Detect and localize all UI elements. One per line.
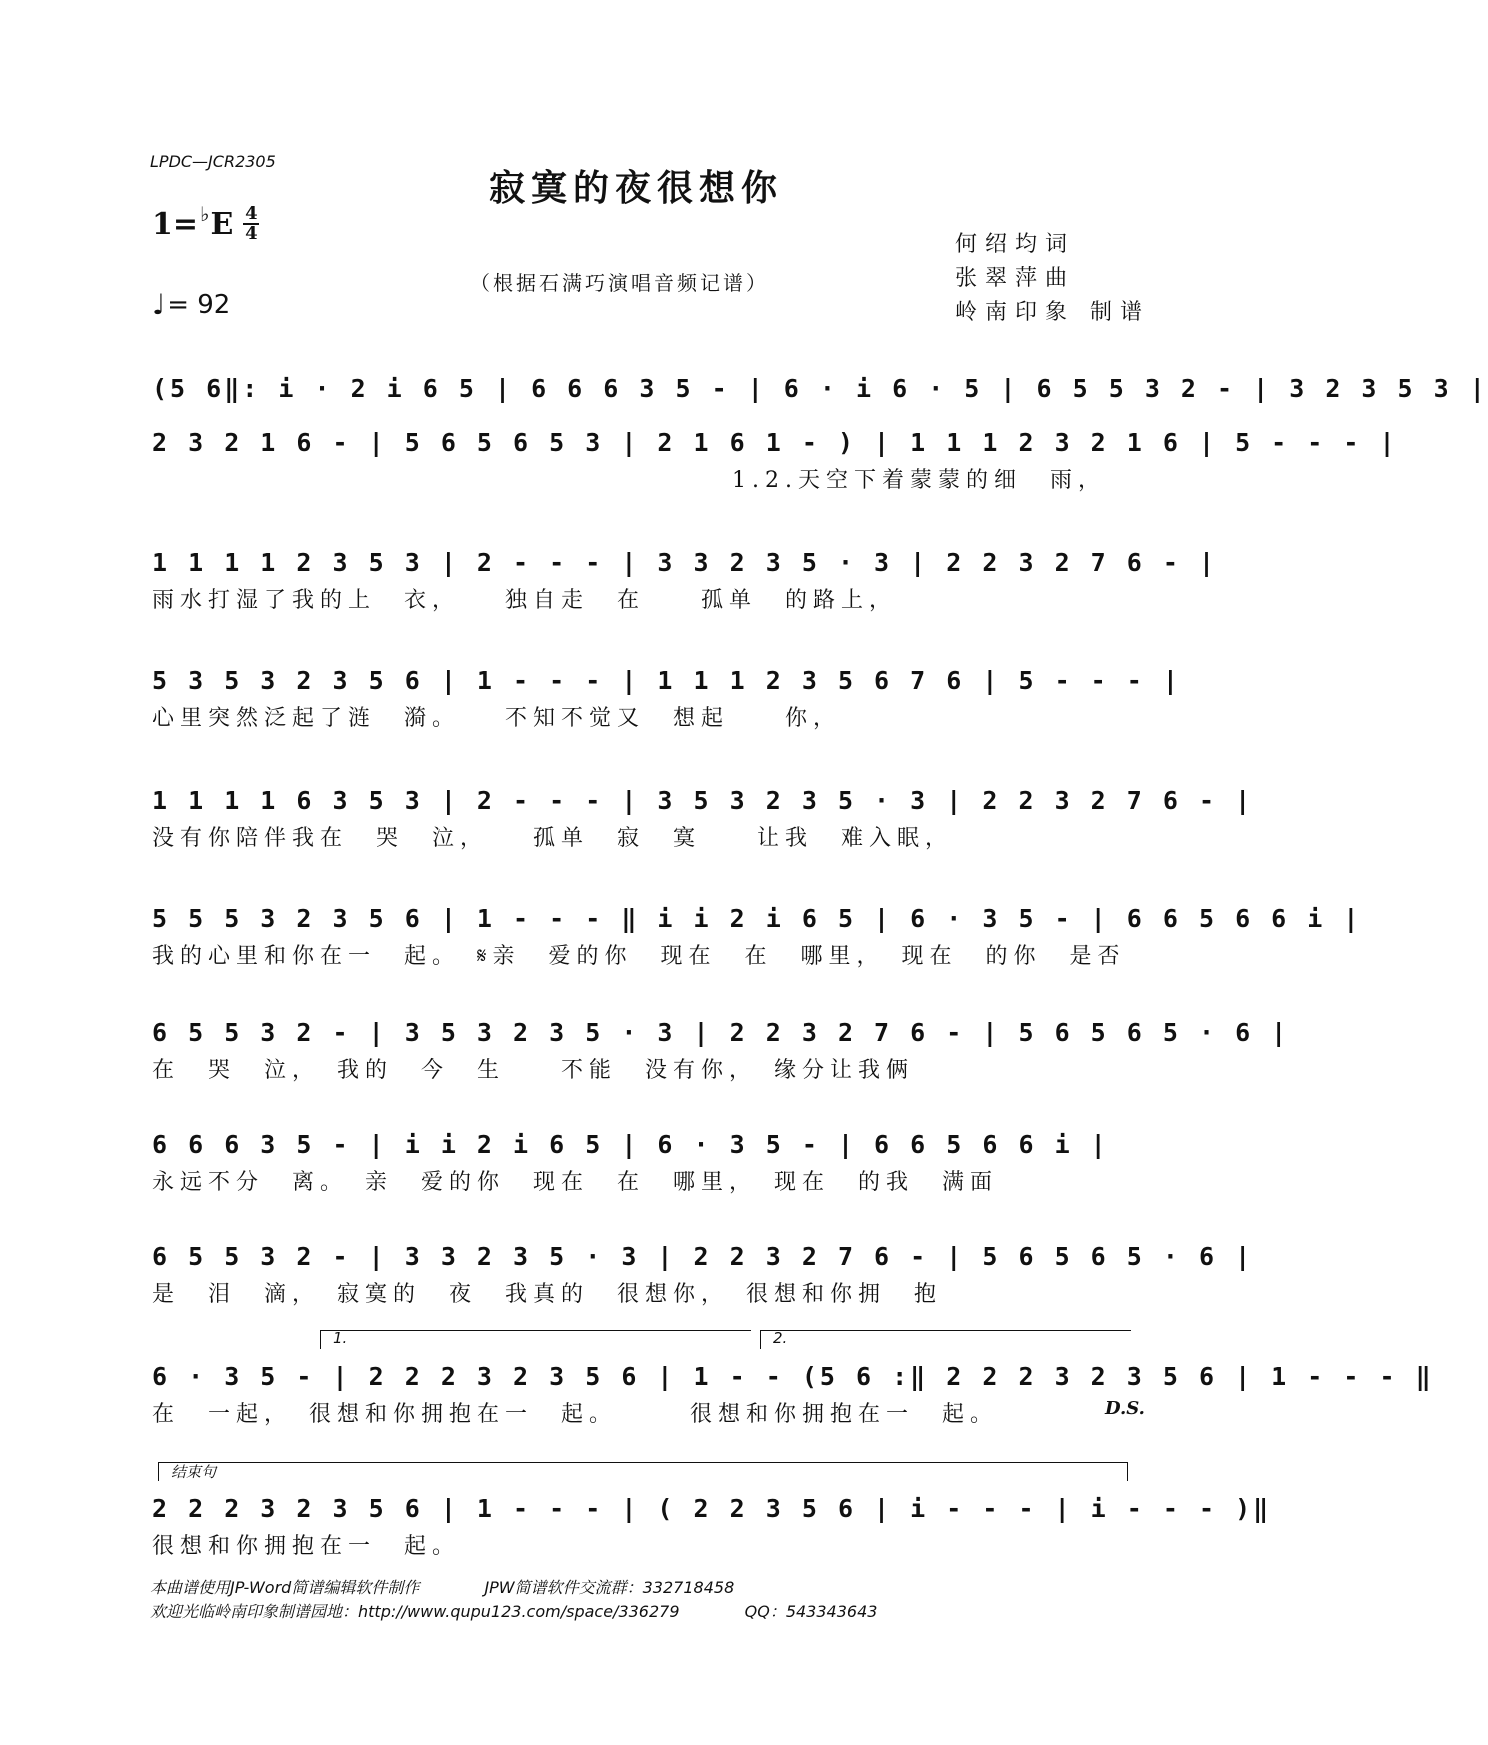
system-1 [152,368,1488,410]
lyrics-row: 我的心里和你在一 起。 𝄋亲 爱的你 现在 在 哪里， 现在 的你 是否 [152,944,1126,969]
lyrics-row: 雨水打湿了我的上 衣， 独自走 在 孤单 的路上， [152,588,898,613]
key-signature [152,202,259,244]
lyrics-row: 心里突然泛起了涟 漪。 不知不觉又 想起 你， [152,706,842,731]
notation-row: 1 1 1 1 2 3 5 3 | 2 - - - | 3 3 2 3 5 · 3 | 2 2 3 2 7 6 - | [152,548,1218,577]
dal-segno-mark: D.S. [1105,1398,1145,1419]
software-note: 本曲谱使用JP-Word简谱编辑软件制作 [150,1578,420,1597]
footer-line-2 [150,1600,937,1624]
notation-row: 6 6 6 3 5 - | i i 2 i 6 5 | 6 · 3 5 - | 6 6 5 6 6 i | [152,1130,1109,1159]
song-title: 寂寞的夜很想你 [488,167,783,209]
system-2 [152,422,1398,498]
lyrics-row: 永远不分 离。 亲 爱的你 现在 在 哪里， 现在 的我 满面 [152,1170,999,1195]
lyricist: 何绍均词 [955,232,1076,257]
system-4 [152,660,1181,736]
coda-bracket [158,1462,1128,1481]
score-code: LPDC—JCR2305 [150,152,276,171]
notation-row: 2 3 2 1 6 - | 5 6 5 6 5 3 | 2 1 6 1 - ) | 1 1 1 2 3 2 1 6 | 5 - - - | [152,428,1398,457]
lyrics-row: 在 哭 泣， 我的 今 生 不能 没有你， 缘分让我俩 [152,1058,915,1083]
website-note: 欢迎光临岭南印象制谱园地：http://www.qupu123.com/space/336279 [150,1602,680,1621]
notation-row: 2 2 2 3 2 3 5 6 | 1 - - - | ( 2 2 3 5 6 | i - - - | i - - - )‖ [152,1494,1272,1523]
system-3 [152,542,1218,618]
lyrics-row: 没有你陪伴我在 哭 泣， 孤单 寂 寞 让我 难入眠， [152,826,954,851]
key-note: E [210,206,234,242]
tempo-value: = 92 [167,289,231,320]
volta-2-label: 2. [773,1329,788,1347]
system-10 [152,1356,1434,1432]
time-signature [243,205,259,243]
volta-bracket-2 [760,1330,1131,1349]
notation-row: 6 5 5 3 2 - | 3 5 3 2 3 5 · 3 | 2 2 3 2 7 6 - | 5 6 5 6 5 · 6 | [152,1018,1290,1047]
qq-note: QQ：543343643 [744,1602,878,1621]
group-note: JPW简谱软件交流群：332718458 [484,1578,735,1597]
subtitle: （根据石满巧演唱音频记谱） [470,271,769,295]
quarter-note-icon: ♩ [152,288,166,321]
notation-row: 6 5 5 3 2 - | 3 3 2 3 5 · 3 | 2 2 3 2 7 6 - | 5 6 5 6 5 · 6 | [152,1242,1254,1271]
coda-label: 结束句 [171,1463,217,1481]
composer: 张翠萍曲 [955,266,1076,291]
system-5 [152,780,1254,856]
volta-bracket-1 [320,1330,751,1349]
meter-bottom: 4 [245,223,258,244]
lyrics-row: 1.2.天空下着蒙蒙的细 雨， [732,468,1106,493]
notation-row: (5 6‖: i · 2 i 6 5 | 6 6 6 3 5 - | 6 · i 6 · 5 | 6 5 5 3 2 - | 3 2 3 5 3 | [152,374,1488,403]
lyrics-row: 很想和你拥抱在一 起。 [152,1534,461,1559]
system-8 [152,1124,1127,1200]
key-prefix: 1= [152,206,199,242]
footer [150,1576,937,1624]
footer-line-1 [150,1576,937,1600]
notation-row: 5 3 5 3 2 3 5 6 | 1 - - - | 1 1 1 2 3 5 6 7 6 | 5 - - - | [152,666,1181,695]
lyrics-row: 在 一起， 很想和你拥抱在一 起。 很想和你拥抱在一 起。 [152,1402,999,1427]
tempo-mark [152,288,230,321]
meter-top: 4 [245,203,258,224]
credits [955,228,1150,330]
arranger: 岭南印象 制谱 [955,300,1150,325]
notation-row: 1 1 1 1 6 3 5 3 | 2 - - - | 3 5 3 2 3 5 · 3 | 2 2 3 2 7 6 - | [152,786,1254,815]
volta-1-label: 1. [333,1329,348,1347]
notation-row: 5 5 5 3 2 3 5 6 | 1 - - - ‖ i i 2 i 6 5 | 6 · 3 5 - | 6 6 5 6 6 i | [152,904,1362,933]
flat-sign: ♭ [200,202,210,226]
system-9 [152,1236,1254,1312]
notation-row: 6 · 3 5 - | 2 2 2 3 2 3 5 6 | 1 - - (5 6 :‖ 2 2 2 3 2 3 5 6 | 1 - - - ‖ [152,1362,1434,1391]
system-6 [152,898,1362,974]
system-11 [152,1488,1272,1564]
lyrics-row: 是 泪 滴， 寂寞的 夜 我真的 很想你， 很想和你拥 抱 [152,1282,943,1307]
system-7 [152,1012,1290,1088]
